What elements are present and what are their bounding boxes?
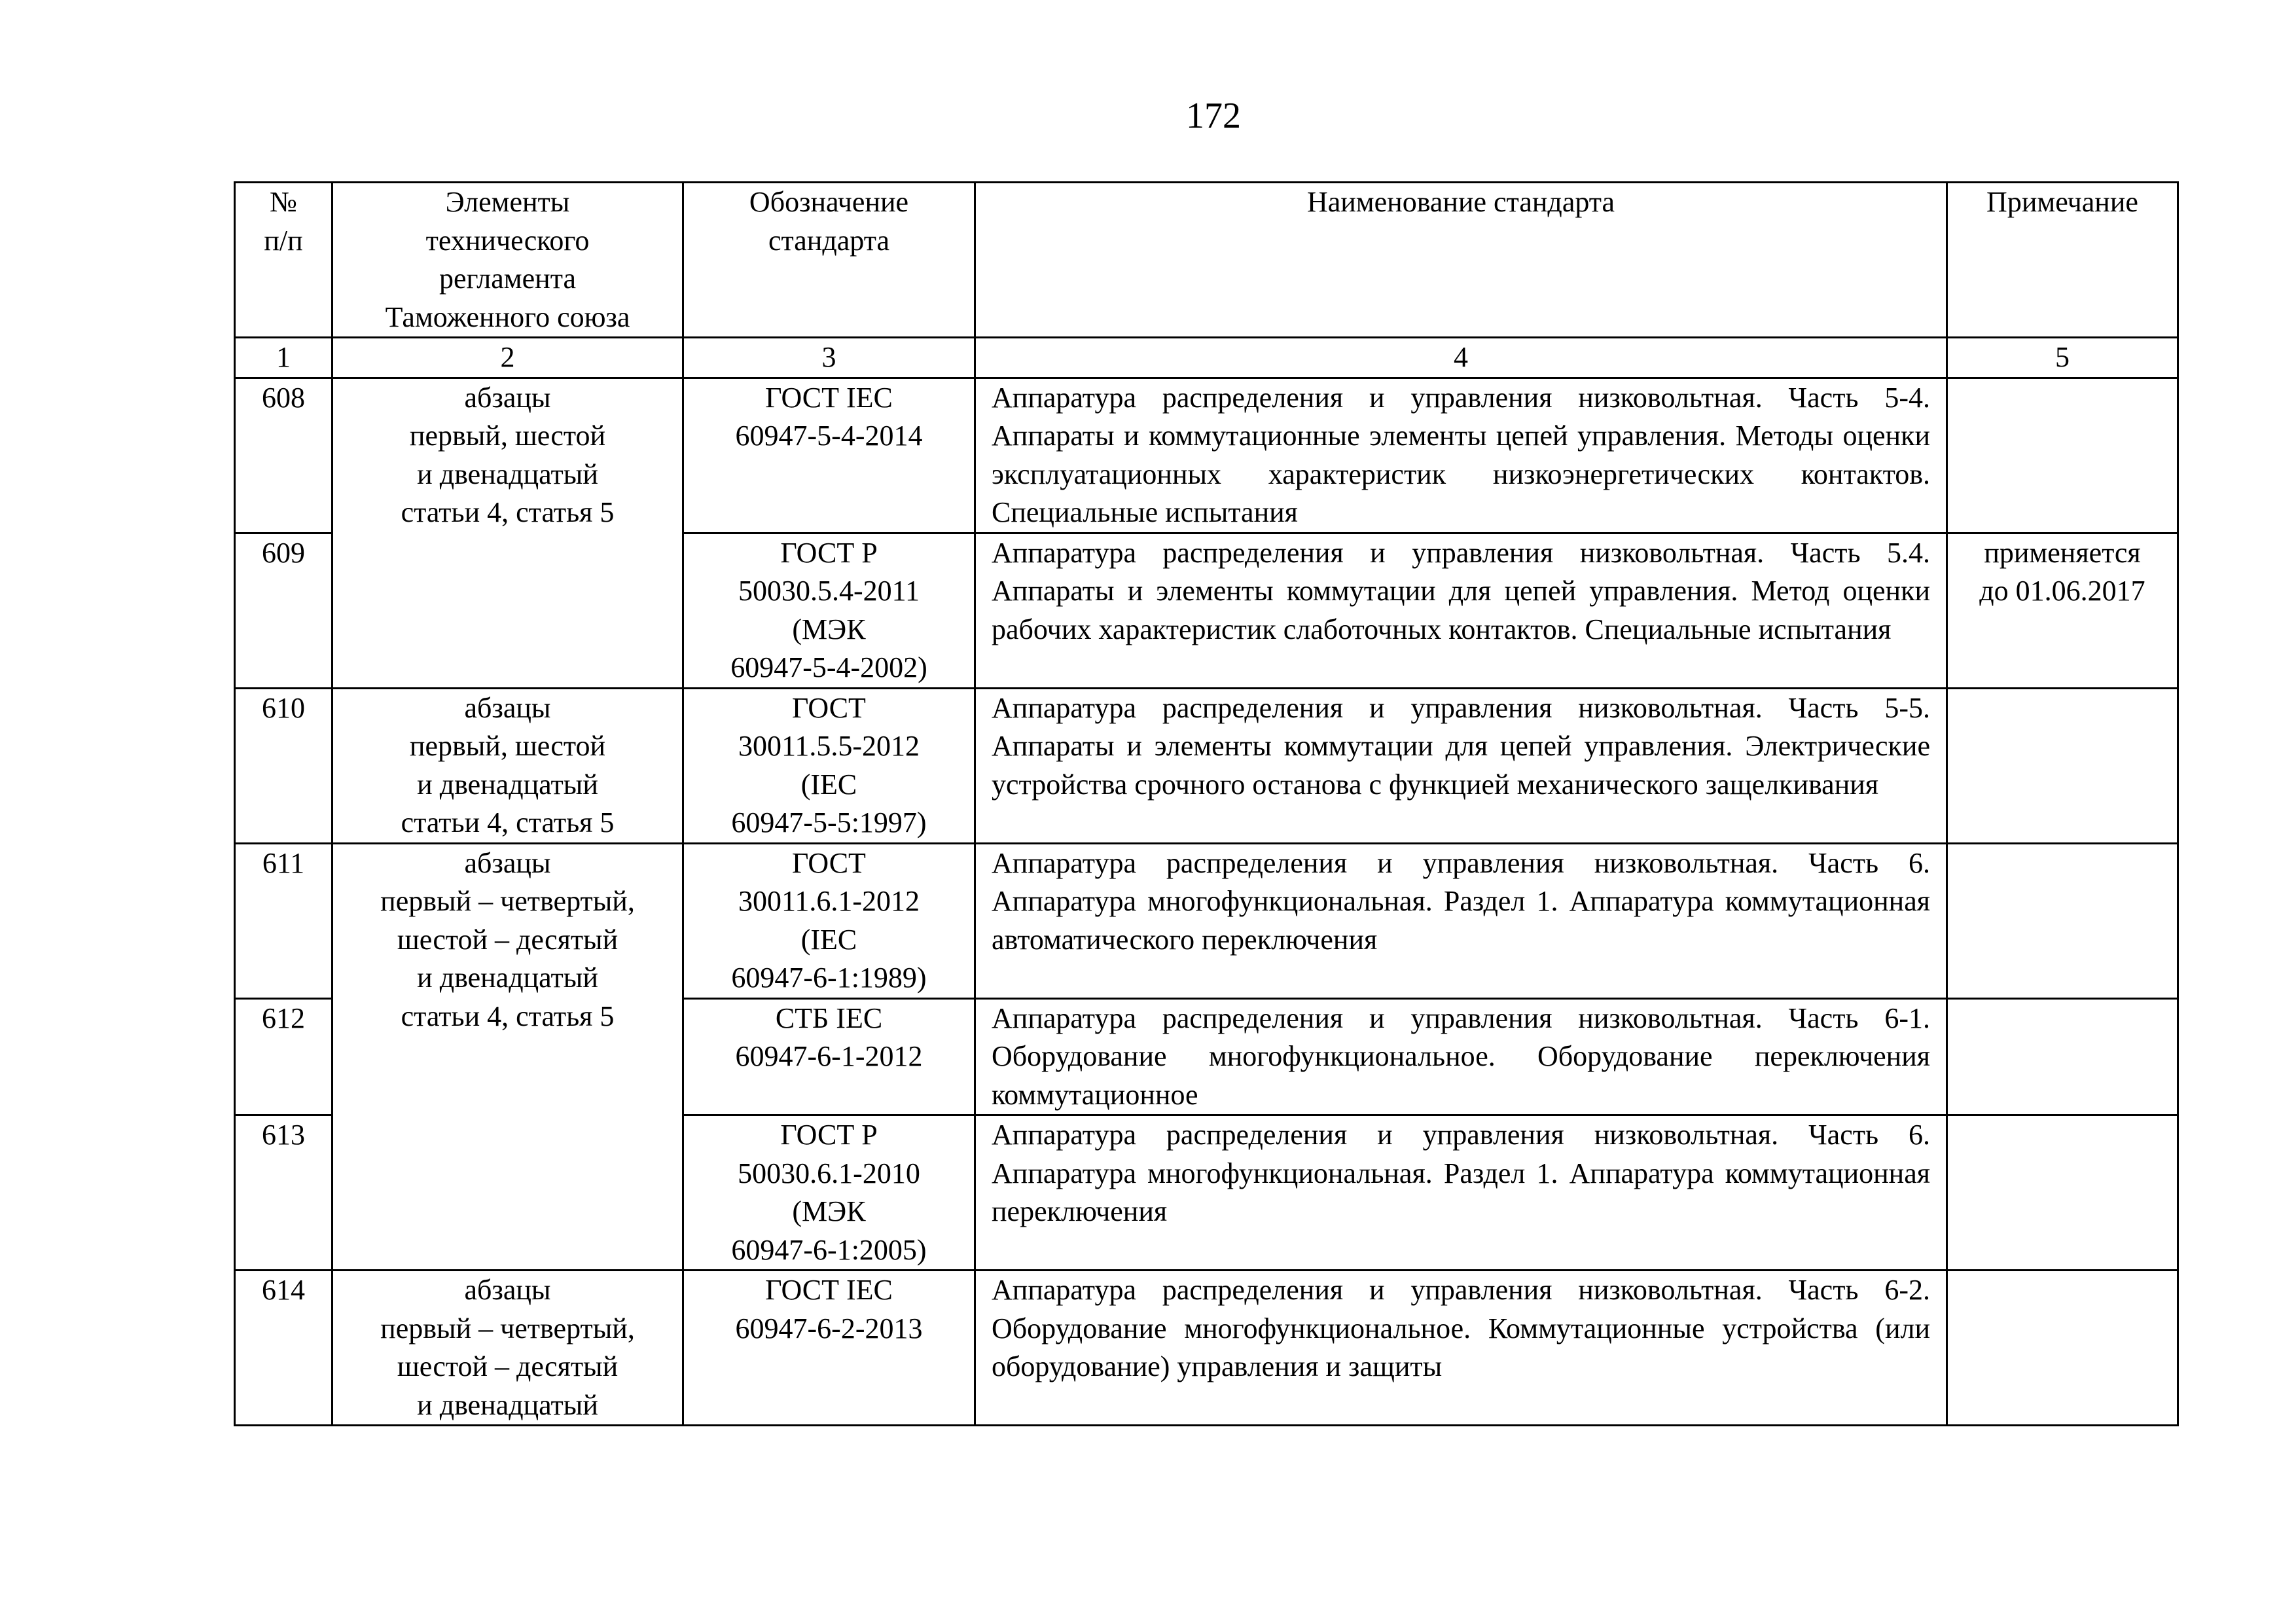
standard-name: Аппаратура распределения и управления низковольтная. Часть 6-1. Оборудование многофункциональное. Оборудование переключения коммутационное <box>975 998 1947 1115</box>
standard-name: Аппаратура распределения и управления низковольтная. Часть 5-4. Аппараты и коммутационные элементы цепей управления. Методы оценки эксплуатационных характеристик низкоэнергетических контактов. Специальные испытания <box>975 378 1947 533</box>
standard-name: Аппаратура распределения и управления низковольтная. Часть 6. Аппаратура многофункциональная. Раздел 1. Аппаратура коммутационная переключения <box>975 1115 1947 1271</box>
regulation-elements: абзацы первый – четвертый, шестой – десятый и двенадцатый <box>332 1271 683 1426</box>
column-number: 4 <box>975 338 1947 378</box>
row-number: 608 <box>235 378 332 533</box>
standard-name: Аппаратура распределения и управления низковольтная. Часть 6. Аппаратура многофункциональная. Раздел 1. Аппаратура коммутационная автоматического переключения <box>975 843 1947 998</box>
column-number: 5 <box>1947 338 2178 378</box>
header-designation: Обозначение стандарта <box>683 183 975 338</box>
standards-table <box>234 181 2179 1426</box>
column-number: 2 <box>332 338 683 378</box>
regulation-elements: абзацы первый – четвертый, шестой – десятый и двенадцатый статьи 4, статья 5 <box>332 843 683 1271</box>
column-number: 1 <box>235 338 332 378</box>
note <box>1947 1271 2178 1426</box>
note: применяется до 01.06.2017 <box>1947 533 2178 688</box>
note <box>1947 1115 2178 1271</box>
standard-name: Аппаратура распределения и управления низковольтная. Часть 6-2. Оборудование многофункциональное. Коммутационные устройства (или оборудование) управления и защиты <box>975 1271 1947 1426</box>
standard-name: Аппаратура распределения и управления низковольтная. Часть 5-5. Аппараты и элементы коммутации для цепей управления. Электрические устройства срочного останова с функцией механического защелкивания <box>975 688 1947 843</box>
note <box>1947 378 2178 533</box>
table-row <box>235 688 2178 843</box>
note <box>1947 688 2178 843</box>
header-elements: Элементы технического регламента Таможенного союза <box>332 183 683 338</box>
column-number: 3 <box>683 338 975 378</box>
header-standard-name: Наименование стандарта <box>975 183 1947 338</box>
standard-designation: ГОСТ IEC 60947-5-4-2014 <box>683 378 975 533</box>
row-number: 609 <box>235 533 332 688</box>
row-number: 610 <box>235 688 332 843</box>
table-row <box>235 378 2178 533</box>
row-number: 613 <box>235 1115 332 1271</box>
row-number: 614 <box>235 1271 332 1426</box>
note <box>1947 998 2178 1115</box>
header-note: Примечание <box>1947 183 2178 338</box>
standard-designation: ГОСТ IEC 60947-6-2-2013 <box>683 1271 975 1426</box>
table-header-row <box>235 183 2178 338</box>
standard-designation: ГОСТ Р 50030.5.4-2011 (МЭК 60947-5-4-2002) <box>683 533 975 688</box>
standard-designation: ГОСТ Р 50030.6.1-2010 (МЭК 60947-6-1:2005) <box>683 1115 975 1271</box>
standard-designation: ГОСТ 30011.5.5-2012 (IEC 60947-5-5:1997) <box>683 688 975 843</box>
table-row <box>235 843 2178 998</box>
row-number: 611 <box>235 843 332 998</box>
header-number: № п/п <box>235 183 332 338</box>
note <box>1947 843 2178 998</box>
row-number: 612 <box>235 998 332 1115</box>
standard-designation: СТБ IEC 60947-6-1-2012 <box>683 998 975 1115</box>
regulation-elements: абзацы первый, шестой и двенадцатый статьи 4, статья 5 <box>332 378 683 688</box>
page-number: 172 <box>1186 96 1241 136</box>
column-numbers-row <box>235 338 2178 378</box>
standard-name: Аппаратура распределения и управления низковольтная. Часть 5.4. Аппараты и элементы коммутации для цепей управления. Метод оценки рабочих характеристик слаботочных контактов. Специальные испытания <box>975 533 1947 688</box>
standard-designation: ГОСТ 30011.6.1-2012 (IEC 60947-6-1:1989) <box>683 843 975 998</box>
regulation-elements: абзацы первый, шестой и двенадцатый статьи 4, статья 5 <box>332 688 683 843</box>
table-row <box>235 1271 2178 1426</box>
